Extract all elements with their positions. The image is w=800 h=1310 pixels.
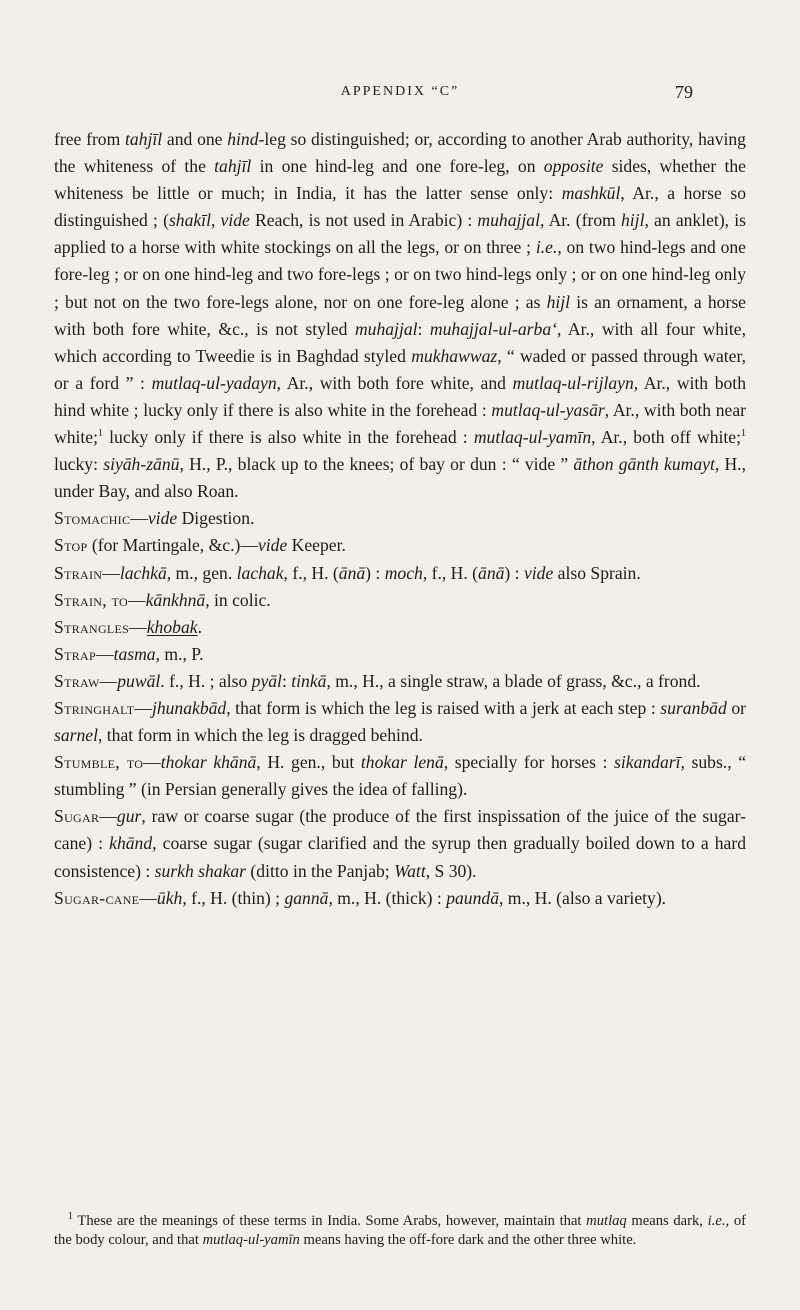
headword: Sugar [54, 806, 100, 827]
headword: Stumble, to [54, 752, 144, 773]
entry-strain-to: Strain, to—kānkhnā, in colic. [54, 589, 271, 610]
entry-stomachic: Stomachic—vide Digestion. [54, 508, 255, 529]
entry-stringhalt: Stringhalt—jhunakbād, that form is which the leg is raised with a jerk at each step : suranbād or sarnel, that form in which the leg is dragged behind. [54, 697, 746, 746]
entry-strangles: Strangles—khobak. [54, 616, 202, 637]
entry-sugar-cane: Sugar-cane—ūkh, f., H. (thin) ; gannā, m., H. (thick) : paundā, m., H. (also a variety). [54, 887, 667, 908]
headword: Strain [54, 562, 103, 583]
entry-stumble: Stumble, to—thokar khānā, H. gen., but thokar lenā, specially for horses : sikandarī, subs., “ stumbling ” (in Persian generally gives the idea of falling). [54, 752, 747, 800]
glossary-body [54, 126, 746, 912]
headword: Stop [54, 535, 88, 556]
footnote-mark: 1 [68, 1211, 73, 1223]
page-number: 79 [675, 82, 693, 102]
headword: Stringhalt [54, 697, 135, 718]
footnote-ref[interactable]: 1 [741, 428, 746, 440]
entry-strain: Strain—lachkā, m., gen. lachak, f., H. (ānā) : moch, f., H. (ānā) : vide also Sprain. [54, 562, 641, 583]
footnote-ref[interactable]: 1 [97, 428, 103, 440]
entry-stop: Stop (for Martingale, &c.)—vide Keeper. [54, 535, 346, 556]
footnote-section [54, 1212, 746, 1250]
headword: Strain, to [54, 589, 129, 610]
running-head [0, 82, 800, 106]
entry-straw: Straw—puwāl. f., H. ; also pyāl: tinkā, m., H., a single straw, a blade of grass, &c., a frond. [54, 670, 701, 691]
headword: Strangles [54, 616, 130, 637]
entry-strap: Strap—tasma, m., P. [54, 643, 204, 664]
entry-continuation: free from tahjīl and one hind-leg so distinguished; or, according to another Arab authority, having the whiteness of the tahjīl in one hind-leg and one fore-leg, on opposite sides, whether the whiteness be little or much; in India, it has the latter sense only: mashkūl, Ar., a horse so distinguished ; (shakīl, vide Reach, is not used in Arabic) : muhajjal, Ar. (from hijl, an anklet), is applied to a horse with white stockings on all the legs, or on three ; i.e., on two hind-legs and one fore-leg ; or on one hind-leg and two fore-legs ; or on two hind-legs only ; or on one hind-leg only ; but not on the two fore-legs alone, nor on one fore-leg alone ; as hijl is an ornament, a horse with both fore white, &c., is not styled muhajjal: muhajjal-ul-arbaʻ, Ar., with all four white, which according to Tweedie is in Baghdad styled mukhawwaz, “ waded or passed through water, or a ford ” : mutlaq-ul-yadayn, Ar., with both fore white, and mutlaq-ul-rijlayn, Ar., with both hind white ; lucky only if there is also white in the forehead : mutlaq-ul-yasār, Ar., with both near white;$^1$ lucky only if there is also white in the forehead : mutlaq-ul-yamīn, Ar., both off white;$^1$ lucky: siyāh-zānū, H., P., black up to the knees; of bay or dun : “ vide ” āthon gānth kumayt, H., under Bay, and also Roan. [54, 129, 747, 502]
entry-sugar: Sugar—gur, raw or coarse sugar (the produce of the first inspissation of the juice of the sugar-cane) : khānd, coarse sugar (sugar clarified and the syrup then gradually boiled down to a hard consistence) : surkh shakar (ditto in the Panjab; Watt, S 30). [54, 806, 746, 881]
running-title: APPENDIX “C” [340, 84, 460, 99]
headword: Sugar-cane [54, 887, 140, 908]
headword: Strap [54, 643, 96, 664]
footnote: $^1$ These are the meanings of these terms in India. Some Arabs, however, maintain that mutlaq means dark, i.e., of the body colour, and that mutlaq-ul-yamīn means having the off-fore dark and the other three white. [54, 1211, 746, 1248]
headword: Stomachic [54, 508, 131, 529]
headword: Straw [54, 670, 100, 691]
